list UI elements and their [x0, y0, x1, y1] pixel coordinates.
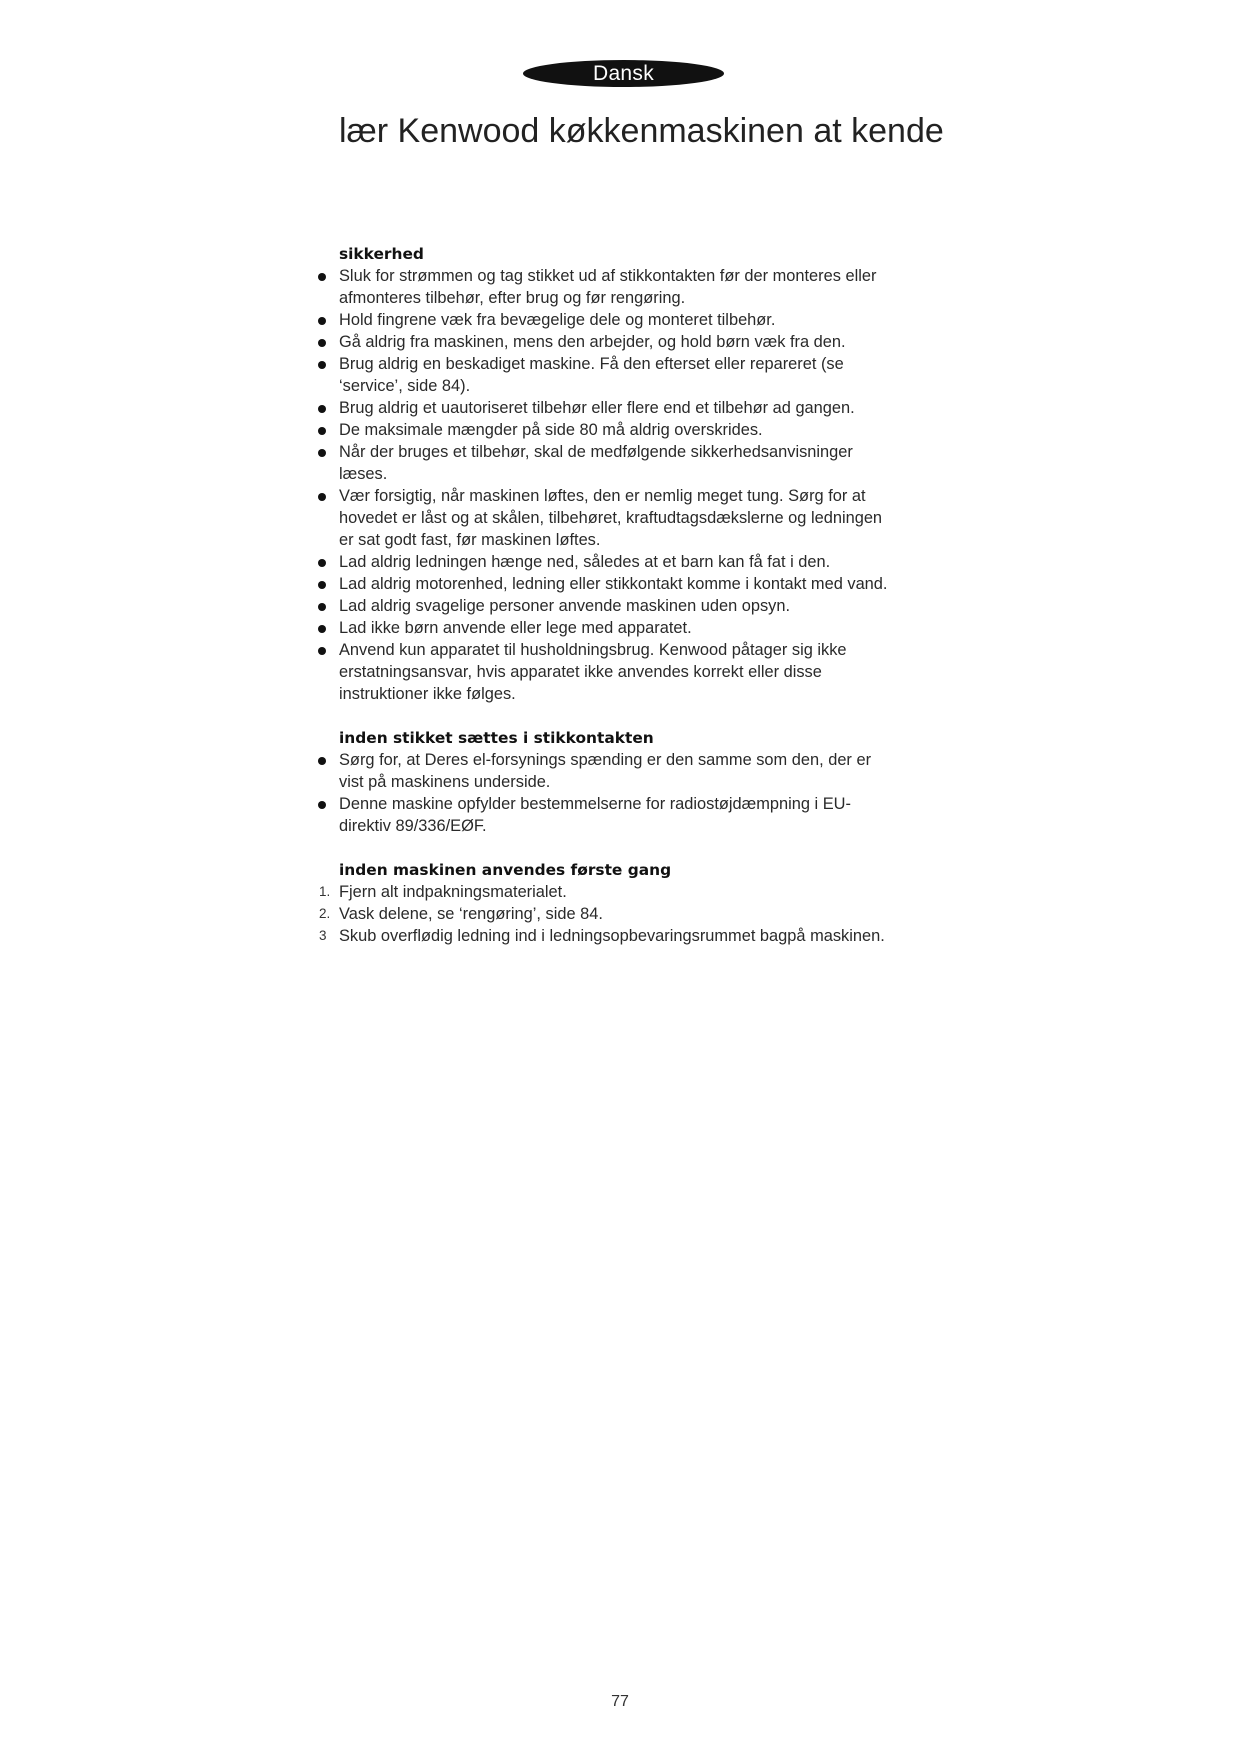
instructions-body — [319, 243, 899, 969]
bullet-icon — [318, 757, 326, 765]
page-title: lær Kenwood køkkenmaskinen at kende — [339, 112, 944, 150]
list-item-text: Denne maskine opfylder bestemmelserne for radiostøjdæmpning i EU-direktiv 89/336/EØF. — [339, 795, 851, 835]
step-text: Skub overflødig ledning ind i ledningsopbevaringsrummet bagpå maskinen. — [339, 927, 885, 945]
bullet-icon — [318, 361, 326, 369]
list-item — [339, 441, 899, 485]
bullet-icon — [318, 559, 326, 567]
list-item-text: Lad aldrig ledningen hænge ned, således at et barn kan få fat i den. — [339, 553, 831, 571]
list-item — [339, 551, 899, 573]
list-item — [339, 265, 899, 309]
list-item — [339, 617, 899, 639]
bullet-icon — [318, 449, 326, 457]
list-item-text: Gå aldrig fra maskinen, mens den arbejder, og hold børn væk fra den. — [339, 333, 846, 351]
bullet-icon — [318, 405, 326, 413]
before-plugging-in-list — [339, 749, 899, 837]
step-item — [319, 903, 899, 925]
list-item-text: Brug aldrig en beskadiget maskine. Få den efterset eller repareret (se ‘service’, side 84). — [339, 355, 844, 395]
list-item-text: Vær forsigtig, når maskinen løftes, den er nemlig meget tung. Sørg for at hovedet er låst og at skålen, tilbehøret, kraftudtagsdækslerne og ledningen er sat godt fast, før maskinen løftes. — [339, 487, 883, 549]
list-item-text: Lad aldrig motorenhed, ledning eller stikkontakt komme i kontakt med vand. — [339, 575, 888, 593]
list-item-text: Brug aldrig et uautoriseret tilbehør eller flere end et tilbehør ad gangen. — [339, 399, 855, 417]
list-item — [339, 749, 899, 793]
bullet-icon — [318, 603, 326, 611]
bullet-icon — [318, 581, 326, 589]
bullet-icon — [318, 647, 326, 655]
list-item-text: Lad ikke børn anvende eller lege med apparatet. — [339, 619, 692, 637]
step-text: Fjern alt indpakningsmaterialet. — [339, 883, 567, 901]
list-item — [339, 353, 899, 397]
bullet-icon — [318, 493, 326, 501]
section-heading: sikkerhed — [339, 245, 424, 263]
first-use-section — [319, 859, 899, 947]
list-item-text: Lad aldrig svagelige personer anvende maskinen uden opsyn. — [339, 597, 791, 615]
list-item-text: Sørg for, at Deres el-forsynings spænding er den samme som den, der er vist på maskinens underside. — [339, 751, 872, 791]
list-item — [339, 639, 899, 705]
language-badge: Dansk — [523, 60, 724, 87]
list-item — [339, 595, 899, 617]
page-number: 77 — [611, 1693, 629, 1710]
bullet-icon — [318, 427, 326, 435]
list-item-text: Hold fingrene væk fra bevægelige dele og monteret tilbehør. — [339, 311, 776, 329]
list-item — [339, 397, 899, 419]
bullet-icon — [318, 625, 326, 633]
list-item — [339, 419, 899, 441]
list-item — [339, 309, 899, 331]
section-heading: inden maskinen anvendes første gang — [339, 861, 672, 879]
list-item — [339, 573, 899, 595]
step-text: Vask delene, se ‘rengøring’, side 84. — [339, 905, 603, 923]
step-number: 3 — [319, 928, 327, 943]
safety-section — [339, 243, 899, 705]
bullet-icon — [318, 273, 326, 281]
bullet-icon — [318, 339, 326, 347]
safety-list — [339, 265, 899, 705]
list-item-text: De maksimale mængder på side 80 må aldrig overskrides. — [339, 421, 763, 439]
list-item-text: Anvend kun apparatet til husholdningsbrug. Kenwood påtager sig ikke erstatningsansvar, hvis apparatet ikke anvendes korrekt eller disse instruktioner ikke følges. — [339, 641, 847, 703]
section-heading: inden stikket sættes i stikkontakten — [339, 729, 654, 747]
step-number: 1. — [319, 884, 331, 899]
step-item — [319, 925, 899, 947]
list-item — [339, 793, 899, 837]
list-item — [339, 485, 899, 551]
list-item — [339, 331, 899, 353]
list-item-text: Når der bruges et tilbehør, skal de medfølgende sikkerhedsanvisninger læses. — [339, 443, 853, 483]
step-number: 2. — [319, 906, 331, 921]
list-item-text: Sluk for strømmen og tag stikket ud af stikkontakten før der monteres eller afmonteres tilbehør, efter brug og før rengøring. — [339, 267, 877, 307]
first-use-steps — [319, 881, 899, 947]
step-item — [319, 881, 899, 903]
bullet-icon — [318, 801, 326, 809]
before-plugging-in-section — [339, 727, 899, 837]
bullet-icon — [318, 317, 326, 325]
